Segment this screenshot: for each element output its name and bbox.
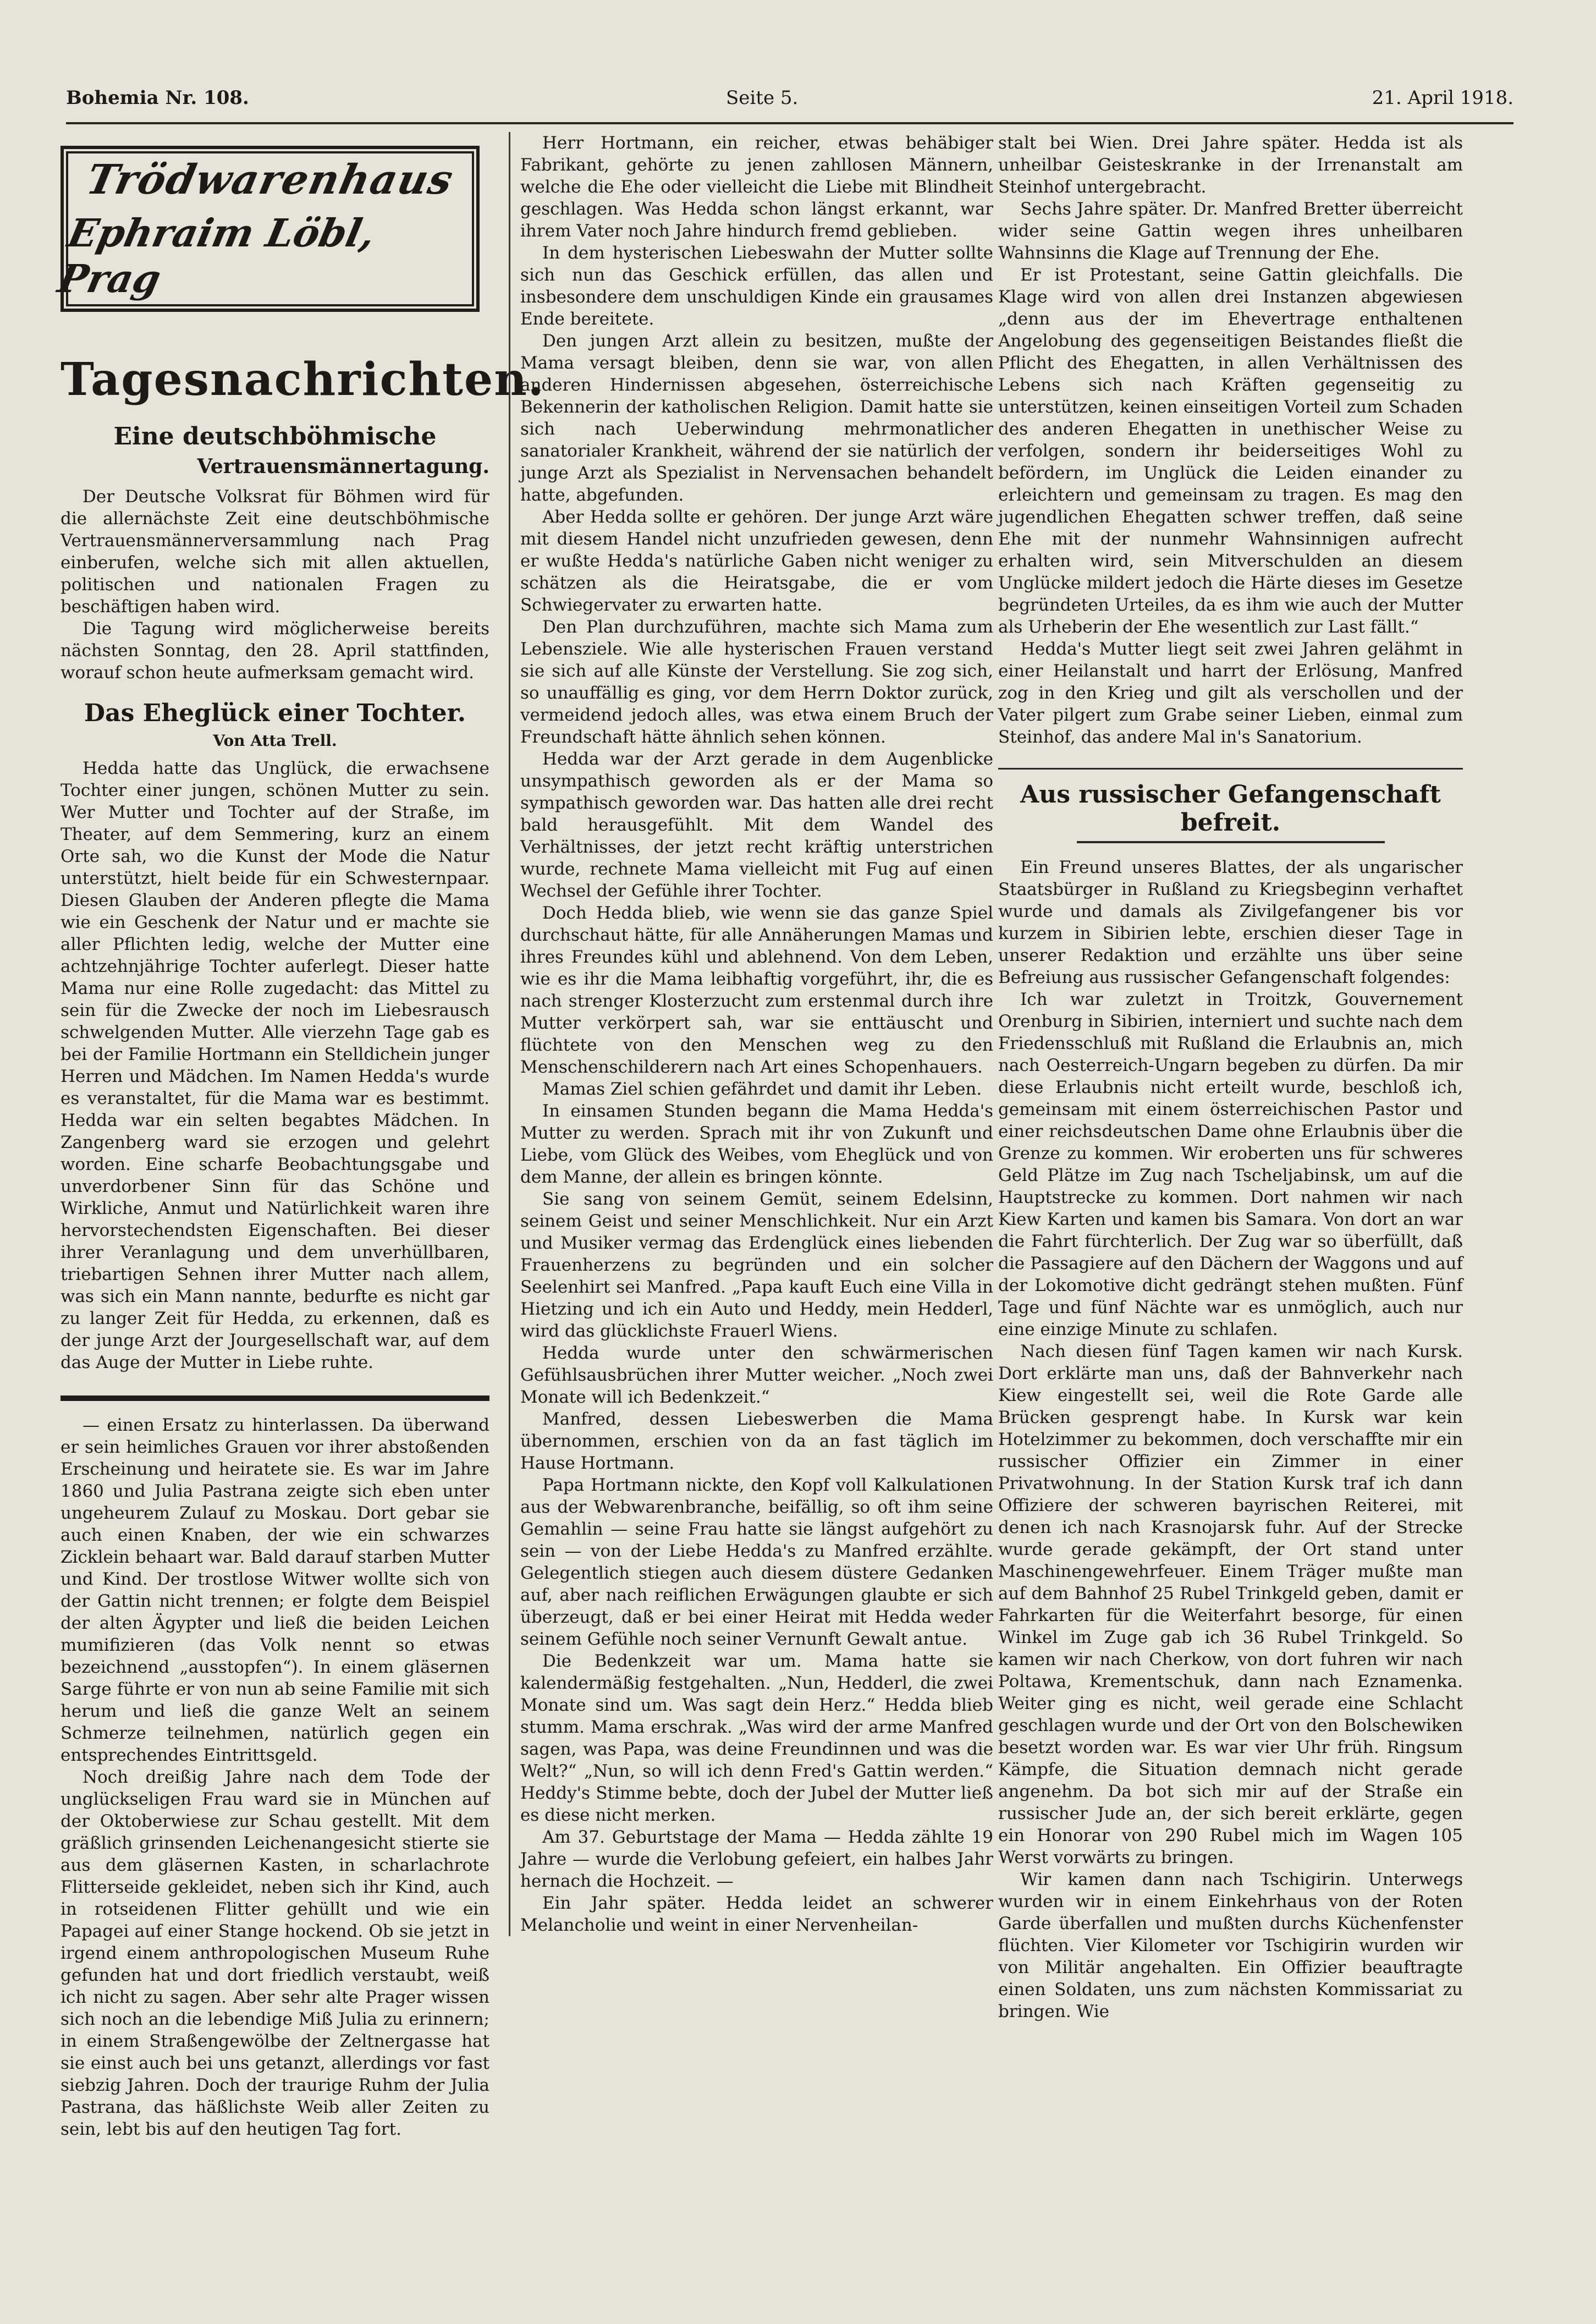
story-paragraph: Papa Hortmann nickte, den Kopf voll Kalkulationen aus der Webwarenbranche, beifällig, so oft ihm seine Gemahlin — seine Frau hatte sie längst aufgehört zu sein — von der Liebe Hedda's zu Manfred erzählte. Gelegentlich stiegen auch diesem düstere Gedanken auf, aber nach reiflichen Erwägungen glaubte er sich überzeugt, daß er bei einer Heirat mit Hedda weder seinem Gefühle noch seiner Vernunft Gewalt antue.: [520, 1475, 993, 1649]
ad-line-1: Trödwarenhaus: [82, 156, 458, 204]
article-separator-rule: [998, 768, 1463, 770]
section-title: Tagesnachrichten.: [60, 353, 545, 406]
story-paragraph: Sechs Jahre später. Dr. Manfred Bretter überreicht wider seine Gattin wegen ihres unheilbaren Wahnsinns die Klage auf Trennung der Ehe.: [998, 199, 1463, 263]
story-paragraph: In einsamen Stunden begann die Mama Hedda's Mutter zu werden. Sprach mit ihr von Zukunft und Liebe, vom Glück des Weibes, vom Eheglück und von dem Manne, der allein es bringen könnte.: [520, 1101, 993, 1187]
story-paragraph: Den Plan durchzuführen, machte sich Mama zum Lebensziele. Wie alle hysterischen Frauen verstand sie sich auf alle Künste der Verstellung. Sie zog sich, so unauffällig es ging, vor dem Herrn Doktor zurück, vermeidend jedoch alles, was etwa einem Bruch der Freundschaft hätte ähnlich sehen können.: [520, 617, 993, 747]
article2-ending-body: [998, 132, 1463, 748]
article2-byline: Von Atta Trell.: [213, 732, 337, 750]
article3-paragraph: Ich war zuletzt in Troitzk, Gouvernement Orenburg in Sibirien, interniert und suchte nach dem Friedensschluß mit Rußland die Erlaubnis an, mich nach Oesterreich-Ungarn begeben zu dürfen. Da mir diese Erlaubnis nicht erteilt wurde, beschloß ich, gemeinsam mit einem österreichischen Pastor und einer reichsdeutschen Dame ohne Erlaubnis über die Grenze zu kommen. Wir eroberten uns für schweres Geld Plätze im Zug nach Tscheljabinsk, um auf die Hauptstrecke zu kommen. Dort nahmen wir nach Kiew Karten und kamen bis Samara. Von dort an war die Fahrt fürchterlich. Der Zug war so überfüllt, daß die Passagiere auf den Dächern der Waggons und auf der Lokomotive dicht gedrängt stehen mußten. Fünf Tage und fünf Nächte war es unmöglich, auch nur eine einzige Minute zu schlafen.: [998, 990, 1463, 1339]
story-paragraph: Er ist Protestant, seine Gattin gleichfalls. Die Klage wird von allen drei Instanzen abgewiesen „denn aus der im Ehevertrage enthaltenen Angelobung des gegenseitigen Beistandes fließt die Pflicht des Ehegatten, in allen Verhältnissen des Lebens sich nach Kräften gegenseitig zu unterstützen, keinen einseitigen Vorteil zum Schaden des anderen Ehegatten in unethischer Weise zu verfolgen, sondern ihr beiderseitiges Wohl zu befördern, im Unglück die Leiden einander zu erleichtern und gemeinsam zu tragen. Es mag den jugendlichen Ehegatten schwer treffen, daß seine Ehe mit der nunmehr Wahnsinnigen aufrecht erhalten wird, sein Mitverschulden an diesem Unglücke mildert jedoch die Härte dieses im Gesetze begründeten Urteiles, da es ihm wie auch der Mutter als Urheberin der Ehe wesentlich zur Last fällt.“: [998, 265, 1463, 637]
continuation-paragraph: Noch dreißig Jahre nach dem Tode der unglückseligen Frau ward sie in München auf der Oktoberwiese zur Schau gestellt. Mit dem gräßlich grinsenden Leichenangesicht stierte sie aus dem gläsernen Kasten, in scharlachrote Flitterseide gekleidet, neben sich ihr Kind, auch in rotseidenen Flitter gehüllt und wie ein Papagei auf einer Stange hockend. Ob sie jetzt in irgend einem anthropologischen Museum Ruhe gefunden hat und dort friedlich verstaubt, weiß ich nicht zu sagen. Aber sehr alte Prager wissen sich noch an die lebendige Miß Julia zu erinnern; in einem Straßengewölbe der Zeltnergasse hat sie einst auch bei uns getanzt, allerdings vor fast siebzig Jahren. Doch der traurige Ruhm der Julia Pastrana, das häßlichste Weib aller Zeiten zu sein, lebt bis auf den heutigen Tag fort.: [60, 1767, 489, 2139]
article2-body: [60, 757, 489, 1373]
header-date: 21. April 1918.: [1372, 87, 1514, 109]
column-1: [54, 132, 545, 2140]
article1-paragraph: Der Deutsche Volksrat für Böhmen wird für die allernächste Zeit eine deutschböhmische Vertrauensmännerversammlung nach Prag einberufen, welche sich mit allen aktuellen, politischen und nationalen Fragen zu beschäftigen haben wird.: [60, 487, 489, 617]
article-continuation: [60, 1414, 489, 2140]
header-page-number: Seite 5.: [726, 87, 799, 109]
story-paragraph: Doch Hedda blieb, wie wenn sie das ganze Spiel durchschaut hätte, für alle Annäherungen Mamas und ihres Freundes kühl und ablehnend. Von dem Leben, wie es ihr die Mama leibhaftig vorgeführt, ihr, die es nach strenger Klosterzucht zum erstenmal durch ihre Mutter verkörpert sah, war sie enttäuscht und flüchtete von den Menschen weg zu den Menschenschilderern nach Art eines Schopenhauers.: [520, 903, 993, 1077]
story-paragraph: In dem hysterischen Liebeswahn der Mutter sollte sich nun das Geschick erfüllen, das allen und insbesondere dem unschuldigen Kinde ein grausames Ende bereitete.: [520, 243, 993, 329]
story-paragraph: Die Bedenkzeit war um. Mama hatte sie kalendermäßig festgehalten. „Nun, Hedderl, die zwei Monate sind um. Was sagt dein Herz.“ Hedda blieb stumm. Mama erschrak. „Was wird der arme Manfred sagen, was Papa, was deine Freundinnen und was die Welt?“ „Nun, so will ich denn Fred's Gattin werden.“ Heddy's Stimme bebte, doch der Jubel der Mutter ließ es diese nicht merken.: [520, 1651, 993, 1825]
story-paragraph: Aber Hedda sollte er gehören. Der junge Arzt wäre mit diesem Handel nicht unzufrieden gewesen, denn er wußte Hedda's natürliche Gaben nicht weniger zu schätzen als die Heiratsgabe, die er vom Schwiegervater zu erwarten hatte.: [520, 507, 993, 615]
article3-paragraph: Ein Freund unseres Blattes, der als ungarischer Staatsbürger in Rußland zu Kriegsbeginn verhaftet wurde und damals als Zivilgefangener bis vor kurzem in Sibirien lebte, erschien dieser Tage in unserer Redaktion und erzählte uns über seine Befreiung aus russischer Gefangenschaft folgendes:: [998, 858, 1463, 987]
article3-body: [998, 856, 1463, 2023]
story-paragraph: Manfred, dessen Liebeswerben die Mama übernommen, erschien von da an fast täglich im Hause Hortmann.: [520, 1409, 993, 1473]
column-2: [509, 132, 993, 1936]
story-paragraph: Herr Hortmann, ein reicher, etwas behäbiger Fabrikant, gehörte zu jenen zahllosen Männern, welche die Ehe oder vielleicht die Liebe mit Blindheit geschlagen. Was Hedda schon längst erkannt, war ihrem Vater noch Jahre hindurch fremd geblieben.: [520, 133, 993, 241]
article3-paragraph: Nach diesen fünf Tagen kamen wir nach Kursk. Dort erklärte man uns, daß der Bahnverkehr nach Kiew eingestellt sei, weil die Rote Garde alle Brücken gesprengt habe. In Kursk war kein Hotelzimmer zu bekommen, doch verschaffte mir ein russischer Offizier ein Zimmer in einer Privatwohnung. In der Station Kursk traf ich dann Offiziere der schweren bayrischen Reiterei, mit denen ich nach Krasnojarsk fuhr. Auf der Strecke wurde gerade gekämpft, der Ort stand unter Maschinengewehrfeuer. Einem Träger mußte man auf dem Bahnhof 25 Rubel Trinkgeld geben, damit er Fahrkarten für die Weiterfahrt besorge, für einen Winkel im Zuge gab ich 36 Rubel Trinkgeld. So kamen wir nach Cherkow, von dort fuhren wir nach Poltawa, Krementschuk, dann nach Eznamenka. Weiter ging es nicht, weil gerade eine Schlacht geschlagen wurde und der Ort von den Bolschewiken besetzt worden war. Es war vier Uhr früh. Ringsum Kämpfe, die Situation demnach nicht gerade angenehm. Da bot sich mir auf der Straße ein russischer Jude an, der sich bereit erklärte, gegen ein Honorar von 290 Rubel mich im Wagen 105 Werst vorwärts zu bringen.: [998, 1342, 1463, 1867]
article1-title: Eine deutschböhmische: [113, 422, 437, 450]
article3-title-underline: [1077, 841, 1385, 843]
story-paragraph: Mamas Ziel schien gefährdet und damit ihr Leben.: [542, 1079, 982, 1099]
article1-body: [60, 486, 489, 684]
story-paragraph: Hedda wurde unter den schwärmerischen Gefühlsausbrüchen ihrer Mutter weicher. „Noch zwei Monate will ich Bedenkzeit.“: [520, 1343, 993, 1407]
continuation-paragraph: — einen Ersatz zu hinterlassen. Da überwand er sein heimliches Grauen vor ihrer abstoßenden Erscheinung und heiratete sie. Es war im Jahre 1860 und Julia Pastrana zeigte sich eben unter ungeheurem Zulauf zu Moskau. Dort gebar sie auch einen Knaben, der wie ein schwarzes Zicklein behaart war. Bald darauf starben Mutter und Kind. Der trostlose Witwer wollte sich von der Gattin nicht trennen; er folgte dem Beispiel der alten Ägypter und ließ die beiden Leichen mumifizieren (das Volk nennt so etwas bezeichnend „ausstopfen“). In einem gläsernen Sarge führte er von nun ab seine Familie mit sich herum und ließ die ganze Welt an seinem Schmerze teilnehmen, natürlich gegen ein entsprechendes Eintrittsgeld.: [60, 1415, 489, 1765]
column-divider-rule: [60, 1396, 489, 1401]
story-paragraph: Den jungen Arzt allein zu besitzen, mußte der Mama versagt bleiben, denn sie war, von allen anderen Hindernissen abgesehen, österreichische Bekennerin der katholischen Religion. Damit hatte sie sich nach Ueberwindung mehrmonatlicher sanatorialer Krankheit, während der sie natürlich der junge Arzt als Spezialist in Nervensachen behandelt hatte, abgefunden.: [520, 331, 993, 505]
article2-continued-body: [520, 132, 993, 1936]
story-paragraph: Sie sang von seinem Gemüt, seinem Edelsinn, seinem Geist und seiner Menschlichkeit. Nur ein Arzt und Musiker vermag das Erdenglück eines liebenden Frauenherzens zu begründen und ein solcher Seelenhirt sei Manfred. „Papa kauft Euch eine Villa in Hietzing und ich ein Auto und Heddy, mein Hedderl, wird das glücklichste Frauerl Wiens.: [520, 1189, 993, 1341]
story-paragraph: Am 37. Geburtstage der Mama — Hedda zählte 19 Jahre — wurde die Verlobung gefeiert, ein halbes Jahr hernach die Hochzeit. —: [520, 1827, 993, 1891]
article3-paragraph: Wir kamen dann nach Tschigirin. Unterwegs wurden wir in einem Einkehrhaus von der Roten Garde überfallen und mußten durchs Küchenfenster flüchten. Vier Kilometer vor Tschigirin wurden wir von Militär angehalten. Ein Offizier beauftragte einen Soldaten, uns zum nächsten Kommissariat zu bringen. Wie: [998, 1870, 1463, 2021]
header-issue: Bohemia Nr. 108.: [66, 87, 249, 109]
story-paragraph: Hedda war der Arzt gerade in dem Augenblicke unsympathisch geworden als er der Mama so sympathisch geworden war. Das hatten alle drei recht bald herausgefühlt. Mit dem Wandel des Verhältnisses, der jetzt recht kräftig unterstrichen wurde, rechnete Mama vielleicht mit Fug auf einen Wechsel der Gefühle ihrer Tochter.: [520, 749, 993, 901]
page-header: [66, 87, 1514, 120]
article3-title: Aus russischer Gefangenschaft befreit.: [1020, 781, 1441, 837]
column-3: [998, 132, 1463, 2023]
header-rule: [66, 122, 1514, 124]
story-paragraph: stalt bei Wien. Drei Jahre später. Hedda ist als unheilbar Geisteskranke in der Irrenanstalt am Steinhof untergebracht.: [998, 133, 1463, 197]
ad-line-2: Ephraim Löbl, Prag: [54, 210, 379, 301]
article2-paragraph: Hedda hatte das Unglück, die erwachsene Tochter einer jungen, schönen Mutter zu sein. Wer Mutter und Tochter auf der Straße, im Theater, auf dem Semmering, kurz an einem Orte sah, wo die Kunst der Mode die Natur unterstützt, hielt beide für ein Schwesternpaar. Diesen Glauben der Anderen pflegte die Mama wie ein Geschenk der Natur und er machte sie aller Pflichten ledig, welche der Mutter eine achtzehnjährige Tochter auferlegt. Dieser hatte Mama nur eine Rolle zugedacht: das Mittel zu sein für die Zwecke der noch im Liebesrausch schwelgenden Mutter. Alle vierzehn Tage gab es bei der Familie Hortmann ein Stelldichein junger Herren und Mädchen. Im Namen Hedda's wurde es veranstaltet, für die Mama war es bestimmt. Hedda war ein selten begabtes Mädchen. In Zangenberg ward sie erzogen und gelehrt worden. Eine scharfe Beobachtungsgabe und unverdorbener Sinn für das Schöne und Wirkliche, Anmut und Natürlichkeit waren ihre hervorstechendsten Eigenschaften. Bei dieser ihrer Veranlagung und dem unverhüllbaren, triebartigen Sehnen ihrer Mutter nach allem, was sich ein Mann nannte, bedurfte es nicht gar zu langer Zeit für Hedda, zu erkennen, daß es der junge Arzt der Jourgesellschaft war, auf dem das Auge der Mutter in Liebe ruhte.: [60, 759, 489, 1372]
article2-title: Das Eheglück einer Tochter.: [84, 699, 466, 727]
advertisement-box: [54, 146, 480, 312]
article1-paragraph: Die Tagung wird möglicherweise bereits nächsten Sonntag, den 28. April stattfinden, worauf schon heute aufmerksam gemacht wird.: [60, 619, 489, 683]
story-paragraph: Ein Jahr später. Hedda leidet an schwerer Melancholie und weint in einer Nervenheilan-: [520, 1893, 993, 1935]
article1-subtitle: Vertrauensmännertagung.: [197, 455, 489, 478]
story-paragraph: Hedda's Mutter liegt seit zwei Jahren gelähmt in einer Heilanstalt und harrt der Erlösung, Manfred zog in den Krieg und gilt als verschollen und der Vater pilgert zum Grabe seiner Lieben, einmal zum Steinhof, das andere Mal in's Sanatorium.: [998, 639, 1463, 747]
